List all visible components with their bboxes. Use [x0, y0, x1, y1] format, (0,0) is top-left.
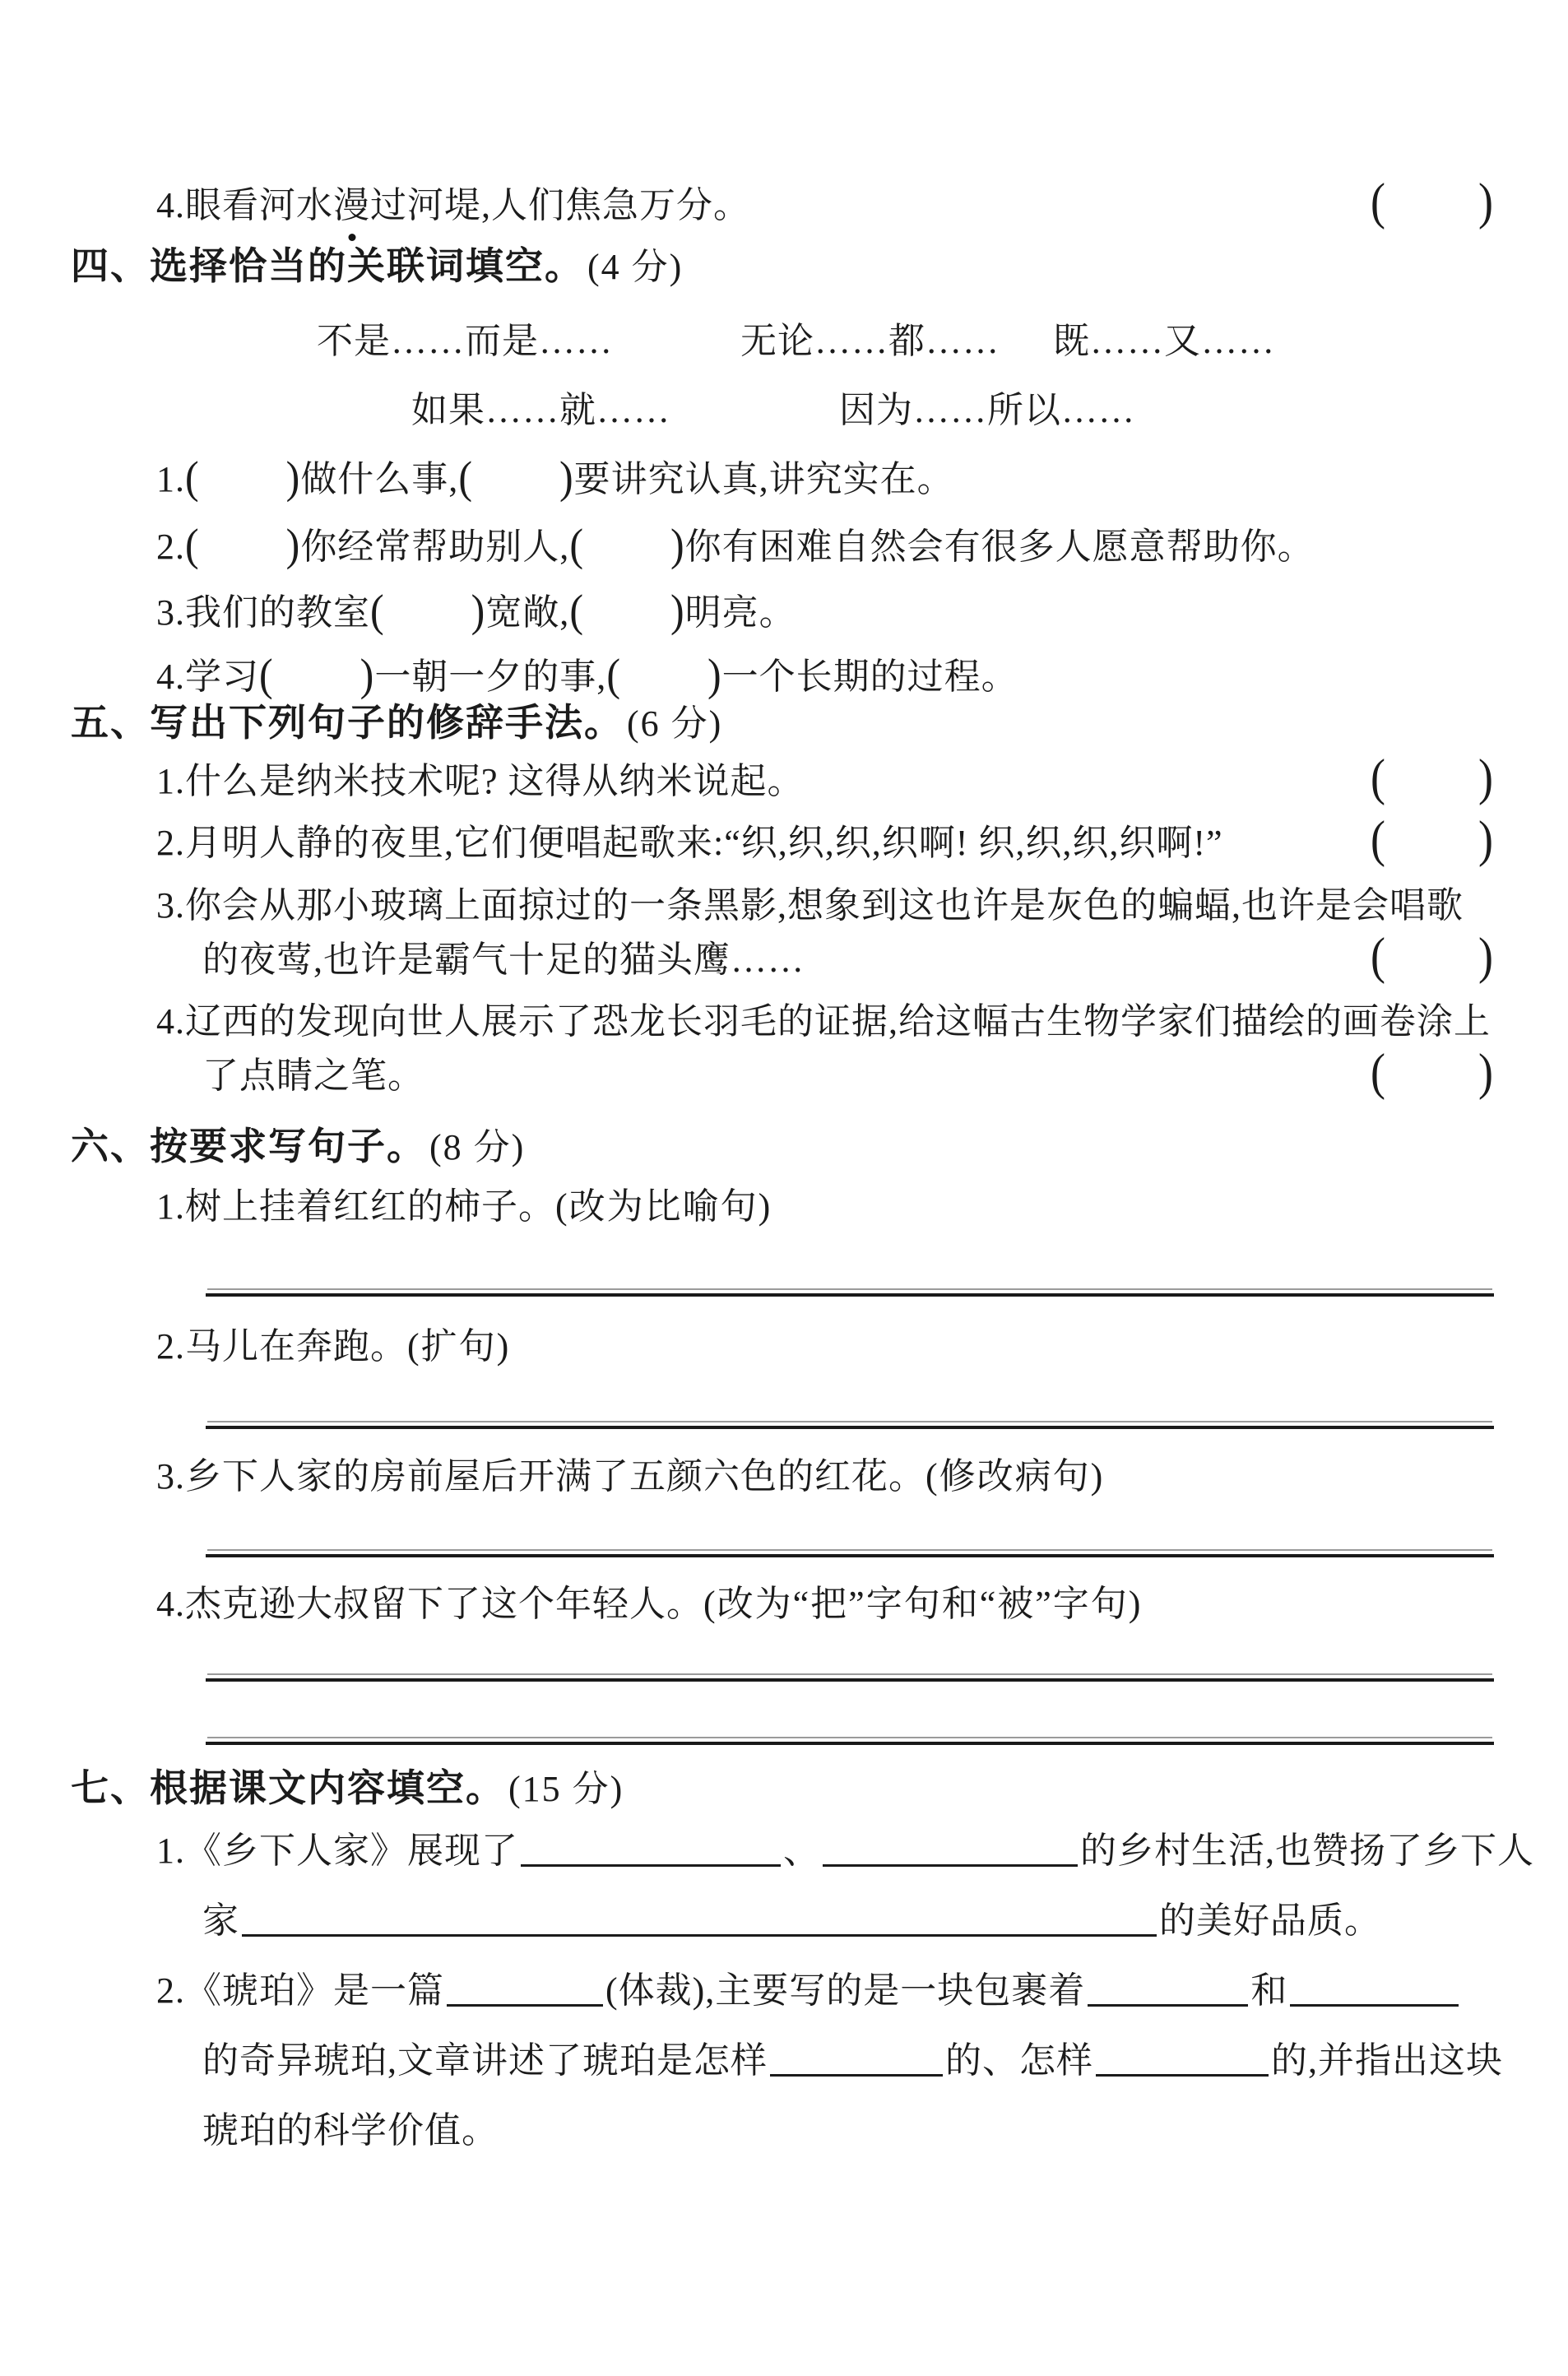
item-text: 的,并指出这块 [1271, 2040, 1503, 2081]
word-bank-row2 [0, 378, 1568, 435]
item-instruction: (改为“把”字句和“被”字句) [703, 1584, 1143, 1624]
item-text: 琥珀的科学价值。 [202, 2110, 499, 2151]
sec5-item-3-line2 [202, 927, 1494, 985]
item-text: 4.杰克逊大叔留下了这个年轻人。 [156, 1584, 703, 1624]
word-bank-option: 无论……都…… [740, 321, 1000, 361]
close-paren: ) [1478, 749, 1494, 806]
answer-line[interactable] [206, 1742, 1494, 1745]
close-paren: ) [670, 585, 685, 636]
open-paren: ( [1371, 1043, 1386, 1101]
close-paren: ) [471, 585, 486, 636]
sec6-item-2-text [156, 1316, 510, 1369]
item-text: 做什么事, [300, 459, 459, 499]
open-paren: ( [606, 649, 621, 700]
fill-blank[interactable] [770, 2038, 943, 2077]
item-judge-4-text [156, 175, 750, 228]
sec5-item-4-text: 了点睛之笔。 [202, 1056, 424, 1096]
answer-brackets[interactable] [1371, 810, 1494, 868]
close-paren: ) [285, 519, 301, 570]
sec5-item-1-text: 1.什么是纳米技术呢? 这得从纳米说起。 [156, 761, 805, 801]
open-paren: ( [1371, 173, 1386, 230]
open-paren: ( [259, 649, 274, 700]
close-paren: ) [1478, 927, 1494, 985]
sec6-item-4 [156, 1571, 1494, 1629]
item-text: 我们的教室 [185, 592, 370, 633]
item-instruction: (扩句) [407, 1326, 511, 1367]
item-text: 1.《乡下人家》展现了 [156, 1831, 518, 1871]
sec5-item-2 [156, 810, 1494, 868]
close-paren: ) [1478, 1043, 1494, 1101]
sec4-item-3 [156, 580, 1494, 638]
fill-brackets[interactable] [185, 453, 300, 501]
sec5-item-4-line1 [156, 989, 1494, 1046]
item-text: 一朝一夕的事, [374, 657, 607, 697]
word-bank-option: 既……又…… [1053, 321, 1275, 361]
item-text: 过河堤,人们焦急万分。 [370, 185, 750, 225]
item-text: 学习 [185, 657, 259, 697]
open-paren: ( [1371, 810, 1386, 868]
sec6-item-4-text [156, 1574, 1142, 1627]
item-text: 一个长期的过程。 [721, 657, 1018, 697]
section6-heading [71, 1115, 1494, 1172]
sec5-item-1 [156, 749, 1494, 806]
sec5-item-4-text: 4.辽西的发现向世人展示了恐龙长羽毛的证据,给这幅古生物学家们描绘的画卷涂上 [156, 1001, 1491, 1042]
open-paren: ( [370, 585, 385, 636]
sec4-item-1 [156, 447, 1494, 504]
item-number: 4. [156, 657, 185, 697]
item-text: 的奇异琥珀,文章讲述了琥珀是怎样 [202, 2040, 768, 2081]
close-paren: ) [670, 519, 685, 570]
answer-brackets[interactable] [1371, 927, 1494, 985]
fill-blank[interactable] [1290, 1968, 1459, 2007]
item-text: (体裁),主要写的是一块包裹着 [605, 1970, 1086, 2011]
item-text: 的乡村生活,也赞扬了乡下人 [1080, 1831, 1534, 1871]
item-text: 要讲究认真,讲究实在。 [573, 459, 954, 499]
answer-line[interactable] [206, 1678, 1494, 1682]
item-text: 、 [783, 1831, 820, 1871]
fill-blank[interactable] [447, 1968, 603, 2007]
sec4-item-1-text [156, 449, 954, 502]
open-paren: ( [569, 519, 584, 570]
sec4-item-2 [156, 514, 1494, 572]
sec6-item-1-text [156, 1176, 772, 1229]
item-text: 家 [202, 1900, 239, 1941]
close-paren: ) [360, 649, 375, 700]
item-text: 你有困难自然会有很多人愿意帮助你。 [684, 527, 1315, 567]
item-judge-4 [156, 173, 1494, 230]
fill-brackets[interactable] [458, 453, 573, 501]
close-paren: ) [559, 452, 574, 503]
emphasized-char: 漫 [333, 175, 370, 228]
answer-line[interactable] [206, 1293, 1494, 1297]
close-paren: ) [1478, 810, 1494, 868]
sec6-item-3 [156, 1444, 1494, 1501]
fill-brackets[interactable] [370, 587, 485, 634]
item-text: 你经常帮助别人, [300, 527, 570, 567]
section4-heading [71, 234, 1494, 292]
sec5-item-2-text: 2.月明人静的夜里,它们便唱起歌来:“织,织,织,织啊! 织,织,织,织啊!” [156, 823, 1223, 863]
section5-score: (6 分) [627, 703, 723, 744]
item-text: 1.树上挂着红红的柿子。 [156, 1186, 555, 1227]
sec7-item-1-line1 [156, 1818, 1534, 1876]
fill-blank[interactable] [1088, 1968, 1248, 2007]
answer-line[interactable] [206, 1426, 1494, 1429]
word-bank-option: 因为……所以…… [839, 390, 1135, 430]
item-text: 2.《琥珀》是一篇 [156, 1970, 444, 2011]
sec7-item-2-line2 [202, 2028, 1503, 2086]
answer-brackets[interactable] [1371, 1043, 1494, 1101]
item-text: 眼看河水 [185, 185, 333, 225]
answer-brackets[interactable] [1371, 749, 1494, 806]
item-text: 宽敞, [485, 592, 570, 633]
sec6-item-3-text [156, 1446, 1104, 1499]
item-instruction: (修改病句) [925, 1456, 1105, 1497]
item-number: 4. [156, 185, 185, 225]
section6-score: (8 分) [429, 1127, 526, 1167]
answer-line[interactable] [206, 1554, 1494, 1557]
item-text: 的、怎样 [945, 2040, 1093, 2081]
sec4-item-3-text [156, 582, 796, 635]
word-bank-row1 [0, 309, 1568, 366]
sec7-item-2-line1 [156, 1958, 1494, 2016]
section5-heading [71, 691, 1494, 749]
sec7-item-2-line3 [202, 2098, 1494, 2156]
section7-heading [71, 1756, 1494, 1814]
close-paren: ) [285, 452, 301, 503]
item-text: 3.乡下人家的房前屋后开满了五颜六色的红花。 [156, 1456, 925, 1497]
sec4-item-2-text [156, 517, 1315, 569]
item-instruction: (改为比喻句) [555, 1186, 772, 1227]
item-number: 1. [156, 459, 185, 499]
section7-score: (15 分) [508, 1769, 624, 1809]
item-text: 明亮。 [684, 592, 796, 633]
fill-brackets[interactable] [185, 521, 300, 568]
item-number: 3. [156, 592, 185, 633]
item-text: 和 [1250, 1970, 1288, 2011]
sec5-item-3-text: 3.你会从那小玻璃上面掠过的一条黑影,想象到这也许是灰色的蝙蝠,也许是会唱歌 [156, 885, 1464, 926]
sec5-item-3-text: 的夜莺,也许是霸气十足的猫头鹰…… [202, 940, 805, 980]
fill-blank[interactable] [1096, 2038, 1269, 2077]
close-paren: ) [1478, 173, 1494, 230]
item-number: 2. [156, 527, 185, 567]
fill-blank[interactable] [521, 1828, 781, 1867]
fill-brackets[interactable] [569, 521, 684, 568]
item-text: 的美好品质。 [1159, 1900, 1381, 1941]
word-bank-option: 不是……而是…… [317, 321, 613, 361]
word-bank-option: 如果……就…… [411, 390, 670, 430]
open-paren: ( [1371, 927, 1386, 985]
close-paren: ) [707, 649, 722, 700]
section6-title: 六、按要求写句子。 [71, 1125, 426, 1167]
sec5-item-4-line2 [202, 1043, 1494, 1101]
open-paren: ( [458, 452, 473, 503]
sec6-item-2 [156, 1314, 1494, 1371]
open-paren: ( [569, 585, 584, 636]
fill-brackets[interactable] [569, 587, 684, 634]
section4-score: (4 分) [587, 247, 684, 287]
sec7-item-1-line2 [202, 1888, 1494, 1946]
item-text: 2.马儿在奔跑。 [156, 1326, 407, 1367]
section5-title: 五、写出下列句子的修辞手法。 [71, 701, 624, 744]
fill-blank[interactable] [242, 1898, 1157, 1937]
answer-brackets[interactable] [1371, 173, 1494, 230]
open-paren: ( [1371, 749, 1386, 806]
section7-title: 七、根据课文内容填空。 [71, 1766, 505, 1809]
sec5-item-3-line1 [156, 873, 1494, 930]
open-paren: ( [185, 519, 200, 570]
section4-title: 四、选择恰当的关联词填空。 [71, 244, 584, 287]
open-paren: ( [185, 452, 200, 503]
sec6-item-1 [156, 1174, 1494, 1232]
fill-blank[interactable] [823, 1828, 1078, 1867]
